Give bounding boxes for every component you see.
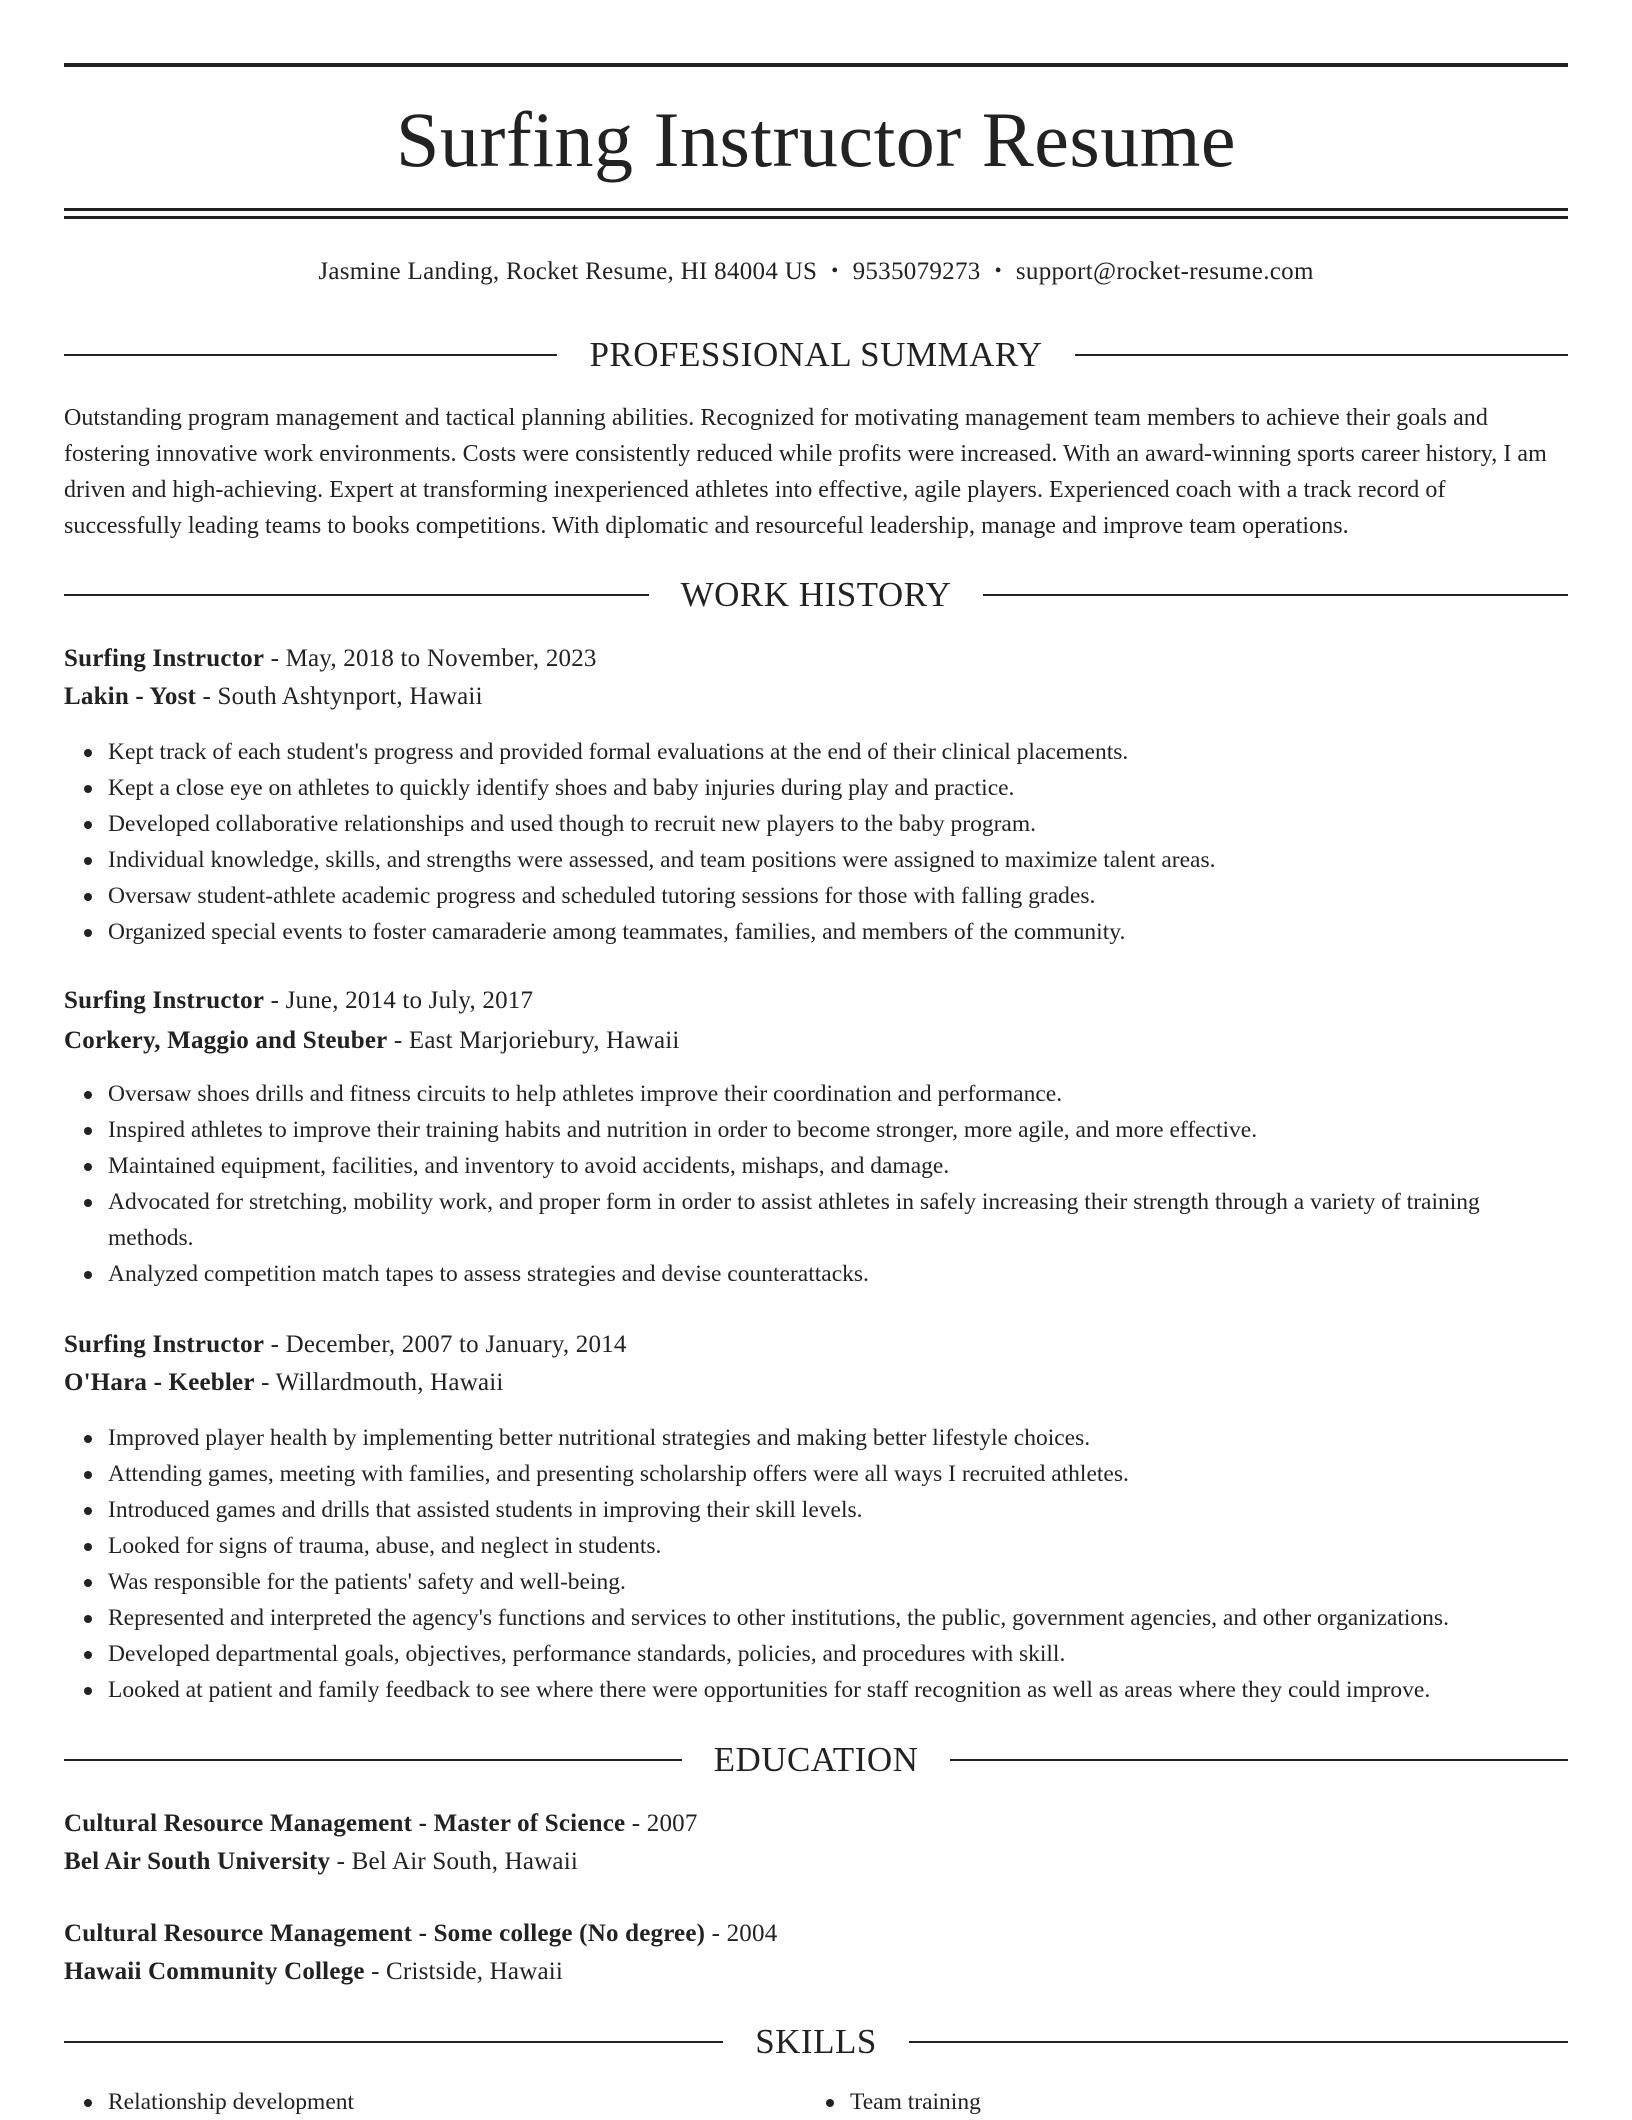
education-location: - Cristside, Hawaii: [364, 1958, 564, 1985]
education-school-line: [64, 1843, 1568, 1881]
education-degree-line: [64, 1915, 1568, 1953]
job-bullets: [64, 1076, 1568, 1292]
job-employer: Corkery, Maggio and Steuber: [64, 1027, 388, 1054]
list-item: Oversaw student-athlete academic progress and scheduled tutoring sessions for those with falling grades.: [108, 878, 1568, 914]
heading-rule: [64, 594, 649, 596]
page-title: Surfing Instructor Resume: [395, 96, 1237, 183]
job-title-line: [64, 640, 1568, 678]
section-title: PROFESSIONAL SUMMARY: [589, 335, 1043, 374]
job-bullets: [64, 734, 1568, 950]
section-title: EDUCATION: [713, 1740, 919, 1779]
heading-rule: [64, 354, 557, 356]
job-employer-line: [64, 678, 1568, 716]
contact-address: Jasmine Landing, Rocket Resume, HI 84004 US: [318, 258, 818, 285]
job-dates: - May, 2018 to November, 2023: [264, 645, 597, 672]
skill-item: Team training: [850, 2084, 981, 2120]
job-employer-line: [64, 1364, 1568, 1402]
list-item: Analyzed competition match tapes to assess strategies and devise counterattacks.: [108, 1256, 1568, 1292]
job-title-line: [64, 982, 1568, 1020]
list-item: Looked at patient and family feedback to see where there were opportunities for staff recognition as well as areas where they could improve.: [108, 1672, 1568, 1708]
list-item: Introduced games and drills that assisted students in improving their skill levels.: [108, 1492, 1568, 1528]
section-heading-education: [64, 1735, 1568, 1785]
job-employer-line: [64, 1022, 1568, 1060]
list-item: Organized special events to foster camaraderie among teammates, families, and members of the community.: [108, 914, 1568, 950]
education-school-line: [64, 1953, 1568, 1991]
education-degree: Cultural Resource Management - Some college (No degree): [64, 1920, 706, 1947]
job-title: Surfing Instructor: [64, 1331, 265, 1358]
section-heading-summary: [64, 330, 1568, 380]
skill-item: Relationship development: [108, 2084, 354, 2120]
section-title: WORK HISTORY: [680, 575, 952, 614]
list-item: Advocated for stretching, mobility work, and proper form in order to assist athletes in safely increasing their strength through a variety of training methods.: [108, 1184, 1568, 1256]
title-double-rule: [64, 208, 1568, 219]
list-item: Developed collaborative relationships and used though to recruit new players to the baby program.: [108, 806, 1568, 842]
list-item: Oversaw shoes drills and fitness circuits to help athletes improve their coordination and performance.: [108, 1076, 1568, 1112]
heading-rule: [909, 2041, 1568, 2043]
list-item: Improved player health by implementing better nutritional strategies and making better lifestyle choices.: [108, 1420, 1568, 1456]
education-degree-line: [64, 1805, 1568, 1843]
list-item: Kept a close eye on athletes to quickly identify shoes and baby injuries during play and practice.: [108, 770, 1568, 806]
list-item: Looked for signs of trauma, abuse, and neglect in students.: [108, 1528, 1568, 1564]
list-item: Developed departmental goals, objectives, performance standards, policies, and procedures with skill.: [108, 1636, 1568, 1672]
heading-rule: [950, 1759, 1568, 1761]
top-rule: [64, 63, 1568, 67]
contact-separator: •: [831, 260, 839, 282]
contact-separator: •: [994, 260, 1002, 282]
skills-column-left: [64, 2084, 354, 2120]
heading-rule: [983, 594, 1568, 596]
heading-rule: [64, 2041, 723, 2043]
job-employer: Lakin - Yost: [64, 683, 197, 710]
section-heading-skills: [64, 2017, 1568, 2067]
education-school: Bel Air South University: [64, 1848, 331, 1875]
education-year: - 2007: [625, 1810, 698, 1837]
education-school: Hawaii Community College: [64, 1958, 365, 1985]
summary-text: Outstanding program management and tactical planning abilities. Recognized for motivating management team members to achieve their goals and fostering innovative work environments. Costs were consistently reduced while profits were increased. With an award-winning sports career history, I am driven and high-achieving. Expert at transforming inexperienced athletes into effective, agile players. Experienced coach with a track record of successfully leading teams to books competitions. With diplomatic and resourceful leadership, manage and improve team operations.: [64, 405, 1547, 539]
contact-phone: 9535079273: [852, 258, 981, 285]
list-item: Attending games, meeting with families, and presenting scholarship offers were all ways I recruited athletes.: [108, 1456, 1568, 1492]
list-item: Individual knowledge, skills, and strengths were assessed, and team positions were assigned to maximize talent areas.: [108, 842, 1568, 878]
job-bullets: [64, 1420, 1568, 1708]
education-location: - Bel Air South, Hawaii: [330, 1848, 579, 1875]
job-employer: O'Hara - Keebler: [64, 1369, 255, 1396]
section-heading-work: [64, 570, 1568, 620]
job-title: Surfing Instructor: [64, 987, 265, 1014]
list-item: Kept track of each student's progress and provided formal evaluations at the end of their clinical placements.: [108, 734, 1568, 770]
skills-column-right: [806, 2084, 981, 2120]
heading-rule: [1075, 354, 1568, 356]
contact-line: [64, 252, 1568, 293]
list-item: Maintained equipment, facilities, and inventory to avoid accidents, mishaps, and damage.: [108, 1148, 1568, 1184]
job-location: - Willardmouth, Hawaii: [254, 1369, 504, 1396]
education-year: - 2004: [705, 1920, 778, 1947]
section-title: SKILLS: [755, 2022, 877, 2061]
job-dates: - December, 2007 to January, 2014: [264, 1331, 627, 1358]
job-title: Surfing Instructor: [64, 645, 265, 672]
contact-email: support@rocket-resume.com: [1015, 258, 1314, 285]
list-item: Inspired athletes to improve their training habits and nutrition in order to become stronger, more agile, and more effective.: [108, 1112, 1568, 1148]
education-degree: Cultural Resource Management - Master of Science: [64, 1810, 626, 1837]
job-dates: - June, 2014 to July, 2017: [264, 987, 534, 1014]
job-title-line: [64, 1326, 1568, 1364]
list-item: Was responsible for the patients' safety and well-being.: [108, 1564, 1568, 1600]
list-item: Represented and interpreted the agency's functions and services to other institutions, the public, government agencies, and other organizations.: [108, 1600, 1568, 1636]
job-location: - East Marjoriebury, Hawaii: [387, 1027, 680, 1054]
heading-rule: [64, 1759, 682, 1761]
job-location: - South Ashtynport, Hawaii: [196, 683, 483, 710]
